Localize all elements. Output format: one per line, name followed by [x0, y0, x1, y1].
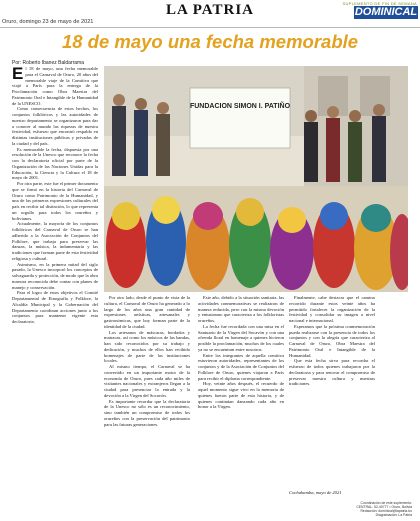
dancers-group	[104, 186, 408, 292]
place-date: Oruro, domingo 23 de mayo de 2021	[2, 19, 94, 25]
article-paragraph: Entre los integrantes de aquella comitiva estuvieron autoridades, representantes de los conjuntos y de la Asociación de Conjuntos del Folklore de Oruro, quienes viajaron a París para recibir el diploma correspondiente.	[198, 352, 284, 381]
column-1-text	[12, 66, 98, 325]
article-paragraph: Al mismo tiempo, el Carnaval se ha convertido en un importante motor de la economía de Oruro, pues cada año miles de visitantes nacionales y extranjeros llegan a la ciudad para presenciar la entrada y la devoción a la Virgen del Socavón.	[104, 364, 190, 398]
article-headline: 18 de mayo una fecha memorable	[61, 31, 359, 52]
credit-line: Redacción: dominical@lapatria.bo	[360, 509, 412, 514]
article-paragraph: Es importante recordar que la declaratoria de la Unesco no sólo es un reconocimiento, sino también un compromiso de todos los orureños con la preservación del patrimonio para las futuras generaciones.	[104, 398, 190, 427]
supplement-kicker: SUPLEMENTO DE FIN DE SEMANA	[342, 1, 417, 6]
article-paragraph: Que esta fecha sirva para recordar el esfuerzo de todos quienes trabajaron por la declaratoria y para renovar el compromiso de preservar nuestra cultura y nuestras tradiciones.	[289, 358, 375, 387]
article-paragraph: l 18 de mayo, una fecha memorable para el Carnaval de Oruro, 20 años del memorable viaje de la Comitiva que viajó a París para la entrega de la Proclamación como Obra Maestra del Patrimonio Oral e Intangible de la Humanidad de la UNESCO.	[12, 66, 98, 106]
article-paragraph: La fecha fue recordada con una misa en el Santuario de la Virgen del Socavón y con una ofrenda floral en homenaje a quienes hicieron posible la proclamación, muchos de los cuales ya no se encuentran entre nosotros.	[198, 323, 284, 352]
article-paragraph: Actualmente, la mayoría de los conjuntos folklóricos del Carnaval de Oruro se han adherido a la Asociación de Conjuntos del Folklore, que trabaja para preservar las danzas, la música, la indumentaria y las tradiciones que forman parte de esta festividad religiosa y cultural.	[12, 221, 98, 261]
article-paragraph: Por otra parte, este fue el primer documento que se firmó en la historia del Carnaval de Oruro como Patrimonio de la Humanidad, y una de las primeras expresiones culturales del país en recibir tal distinción, lo que representa un orgullo para todos los orureños y bolivianos.	[12, 181, 98, 221]
banner-text: FUNDACION SIMON I. PATIÑO	[189, 103, 291, 110]
article-column-1	[12, 66, 98, 486]
credit-line: Diagramación: La Patria	[375, 513, 412, 518]
article-paragraph: Hoy, veinte años después, el recuerdo de aquel momento sigue vivo en la memoria de quienes fueron parte de esta historia, y de quienes continúan danzando cada año en honor a la Virgen.	[198, 381, 284, 410]
credit-line: CENTRAL: 52-40777 • Oruro, Bolivia	[356, 505, 412, 510]
credits-box	[320, 501, 412, 517]
article-paragraph: Esperamos que la próxima conmemoración pueda realizarse con la presencia de todos los conjuntos y con la alegría que caracteriza al Carnaval de Oruro, Obra Maestra del Patrimonio Oral e Intangible de la Humanidad.	[289, 323, 375, 358]
article-paragraph: Asimismo, en la primera mitad del siglo pasado, la Unesco incorporó los conceptos de salvaguarda y protección, de modo que la obra maestra reconocida debe contar con planes de manejo y conservación.	[12, 261, 98, 290]
article-paragraph: Este año, debido a la situación sanitaria, las actividades conmemorativas se realizaron de manera reducida, pero con la misma devoción y entusiasmo que caracteriza a los folkloristas orureños.	[198, 295, 284, 323]
article-paragraph: Como consecuencia de estos hechos, los conjuntos folklóricos y las autoridades de nuestro departamento se organizaron para dar a conocer al mundo las riquezas de nuestra festividad, esfuerzo que encontró respaldo en distintas instituciones públicas y privadas de la ciudad y del país.	[12, 106, 98, 146]
drop-cap: E	[12, 66, 24, 83]
article-column-2	[104, 295, 190, 486]
article-column-3	[198, 295, 284, 486]
article-paragraph: Finalmente, cabe destacar que el camino recorrido durante estos veinte años ha permitido fortalecer la organización de la festividad y consolidar su imagen a nivel nacional e internacional.	[289, 295, 375, 323]
newspaper-logo: LA PATRIA	[165, 2, 255, 18]
masthead-divider	[0, 27, 420, 28]
article-column-4	[289, 295, 375, 499]
supplement-badge: DOMINICAL	[354, 6, 418, 18]
credit-line: Coordinación de este suplemento:	[360, 501, 412, 505]
article-signature: Cochabamba, mayo de 2021	[289, 490, 342, 495]
article-paragraph: Para el logro de estos objetivos el Comité Departamental de Etnografía y Folklore, la Alcaldía Municipal y la Gobernación del Departamento coordinan acciones junto a los conjuntos para mantener vigente esta declaratoria.	[12, 290, 98, 324]
photo-illustration	[104, 66, 408, 292]
article-paragraph: Los artesanos de máscaras, bordados y matracas, así como los músicos de las bandas, han sido reconocidos por su trabajo y dedicación, y muchos de ellos han recibido homenajes de parte de las instituciones locales.	[104, 329, 190, 364]
masthead	[0, 0, 420, 30]
article-photo	[104, 66, 408, 292]
article-byline: Por: Roberto Ibanez Baldarrama	[12, 60, 84, 66]
article-paragraph: Por otro lado, desde el punto de vista de la cultura, el Carnaval de Oruro ha generado a lo largo de los años una gran cantidad de expresiones artísticas, artesanales y gastronómicas, que hoy forman parte de la identidad de la ciudad.	[104, 295, 190, 329]
article-paragraph: Es memorable la fecha, dispuesta por una resolución de la Unesco que reconoce la fecha con la declaratoria oficial por parte de la Organización de las Naciones Unidas para la Educación, la Ciencia y la Cultura el 18 de mayo de 2001.	[12, 146, 98, 181]
